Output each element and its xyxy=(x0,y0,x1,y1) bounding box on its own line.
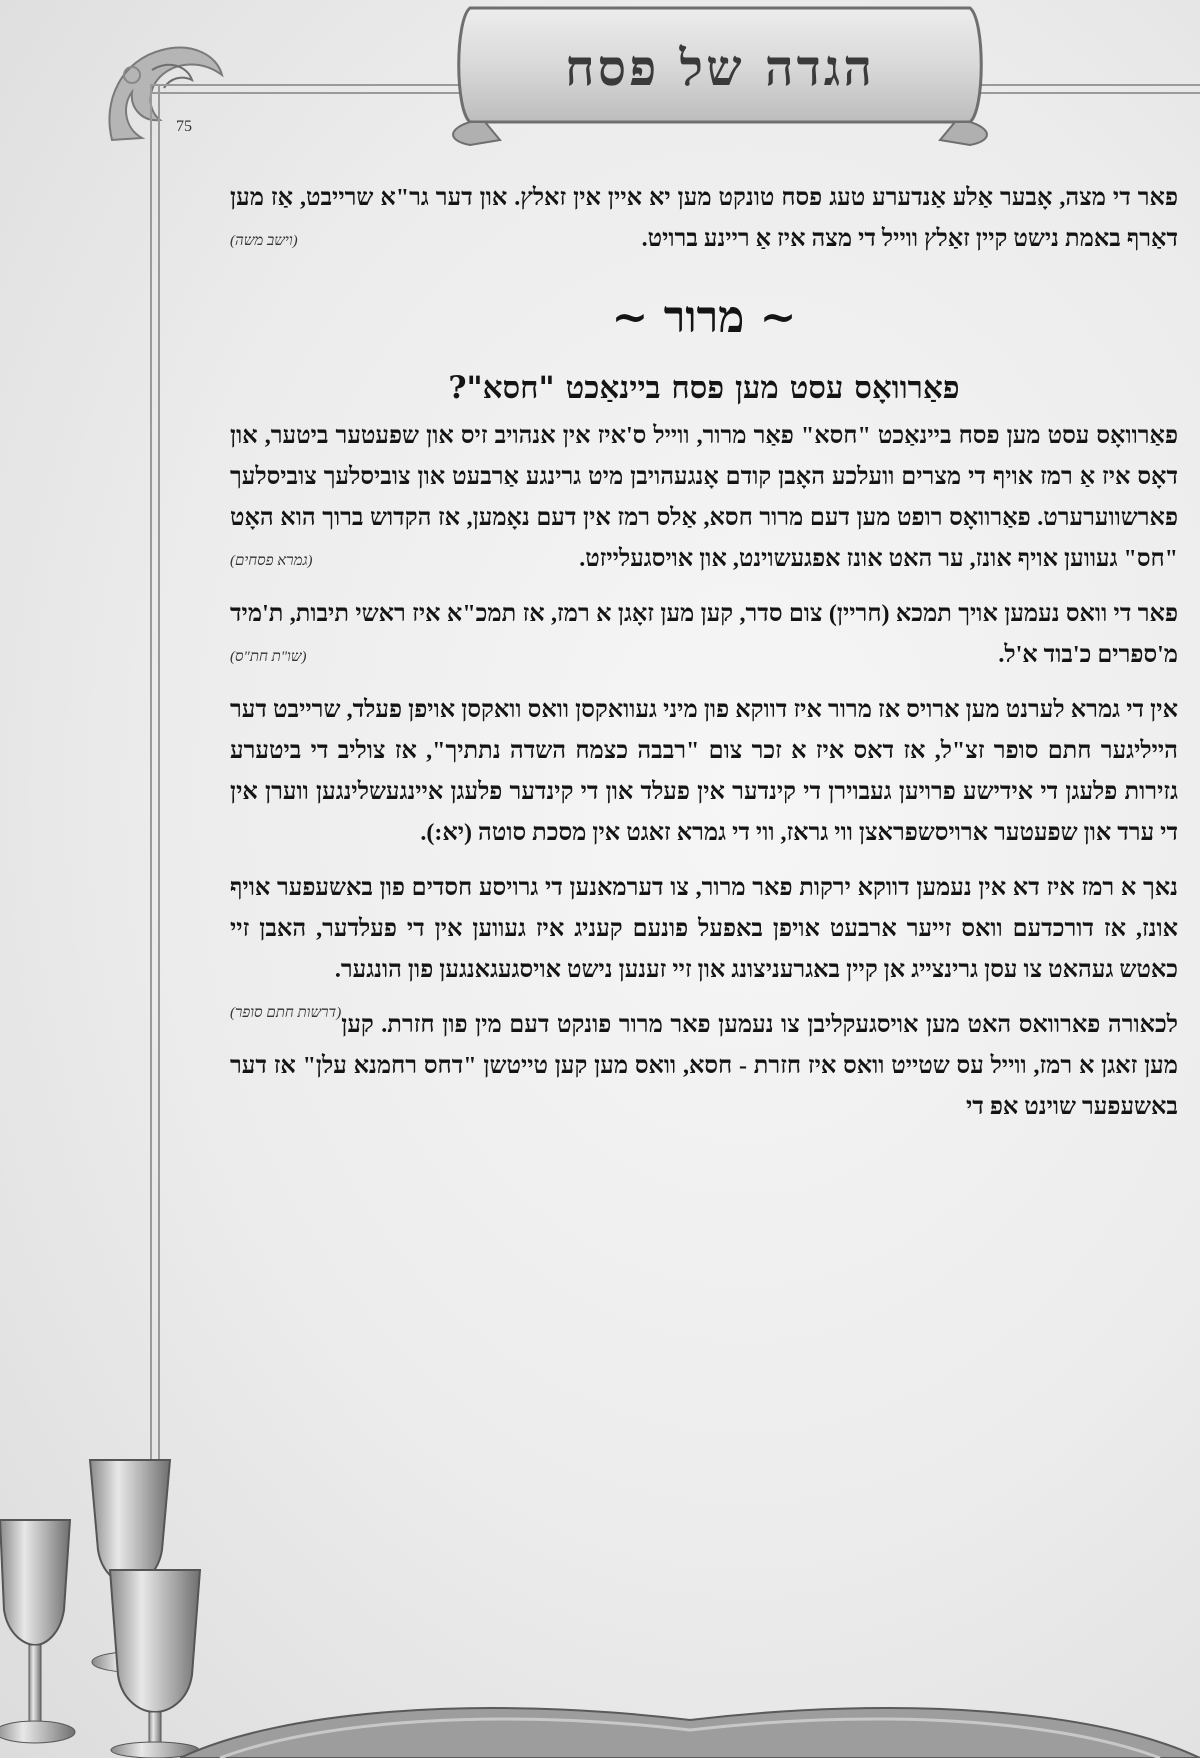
paragraph-source: (דרשות חתם סופר) xyxy=(230,1005,342,1021)
intro-text: פאר די מצה, אָבער אַלע אַנדערע טעג פסח טונקט מען יא איין אין זאלץ. און דער גר"א שרייבט, אַז מען דאַרף באמת נישט קיין זאַלץ ווייל די מצה איז אַ ריינע ברויט. xyxy=(230,185,1178,252)
paragraph xyxy=(230,1005,1178,1128)
paragraph xyxy=(230,690,1178,854)
paragraph-text: פאַרוואָס עסט מען פסח ביינאַכט "חסא" פאַר מרור, ווייל ס'איז אין אנהויב זיס און שפעטער ביטער, און דאָס איז אַ רמז אויף די מצרים וועלכע האָבן קודם אָנגעהויבן מיט גרינגע אַרבעט און צוביסלעך צוביסלעך פארשווערערט. פאַרוואָס רופט מען דעם מרור חסא, אַלס רמז אין דעם נאָמען, אז הקדוש ברוך הוא האָט "חס" געווען אויף אונז, ער האט אונז אפגעשוינט, און אויסגעלייזט. xyxy=(230,423,1178,572)
paragraph-source: (גמרא פסחים) xyxy=(230,553,313,569)
section-subtitle: פאַרוואָס עסט מען פסח ביינאַכט "חסא"? xyxy=(448,370,960,406)
section-title: ~ מרור ~ xyxy=(611,292,797,343)
intro-source: (וישב משה) xyxy=(230,233,298,249)
paragraph xyxy=(230,594,1178,676)
corner-ornament-icon xyxy=(92,30,232,160)
intro-paragraph xyxy=(230,178,1178,260)
paragraph-text: פאר די וואס נעמען אויך תמכא (חריין) צום סדר, קען מען זאָגן א רמז, אז תמכ"א איז ראשי תיבות, ת'מיד מ'ספרים כ'בוד א'ל. xyxy=(230,601,1178,668)
page-number: 75 xyxy=(176,118,192,135)
open-book-icon xyxy=(180,1690,1200,1758)
paragraph-text: נאך א רמז איז דא אין נעמען דווקא ירקות פאר מרור, צו דערמאנען די גרויסע חסדים פון באשעפער אויף אונז, אז דורכדעם וואס זייער ארבעט אויפן באפעל פונעם קעניג איז געווען אין די פעלדער, האבן זיי כאטש געהאט צו עסן גרינצייג אן קיין באגרעניצונג און זיי זענען נישט אויסגעגאנגען פון הונגער. xyxy=(230,875,1178,983)
main-text xyxy=(230,178,1178,1142)
paragraph xyxy=(230,416,1178,580)
paragraph-text: אין די גמרא לערנט מען ארויס אז מרור איז דווקא פון מיני געוואקסן וואס וואקסן אויפן פעלד, שרייבט דער הייליגער חתם סופר זצ"ל, אז דאס איז א זכר צום "רבבה כצמח השדה נתתיך", אז צוליב די ביטערע גזירות פלעגן די אידישע פרויען געבוירן די קינדער אין פעלד און די קינדער פלעגן איינגעשלינגען ווערן אין די ערד און שפעטער ארויסשפראצן ווי גראז, ווי די גמרא זאגט אין מסכת סוטה (יא:). xyxy=(230,697,1178,846)
paragraph xyxy=(230,868,1178,1021)
paragraph-text: לכאורה פארוואס האט מען אויסגעקליבן צו נעמען פאר מרור פונקט דעם מין פון חזרת. קען מען זאגן א רמז, ווייל עס שטייט וואס איז חזרת - חסא, וואס מען קען טייטשן "דחס רחמנא עלן" אז דער באשעפער שוינט אפ די xyxy=(230,1012,1178,1120)
paragraph-source: (שו"ת חת"ס) xyxy=(230,649,307,665)
frame-left-border xyxy=(150,84,160,1484)
banner-title: הגדה של פסח xyxy=(565,37,875,97)
